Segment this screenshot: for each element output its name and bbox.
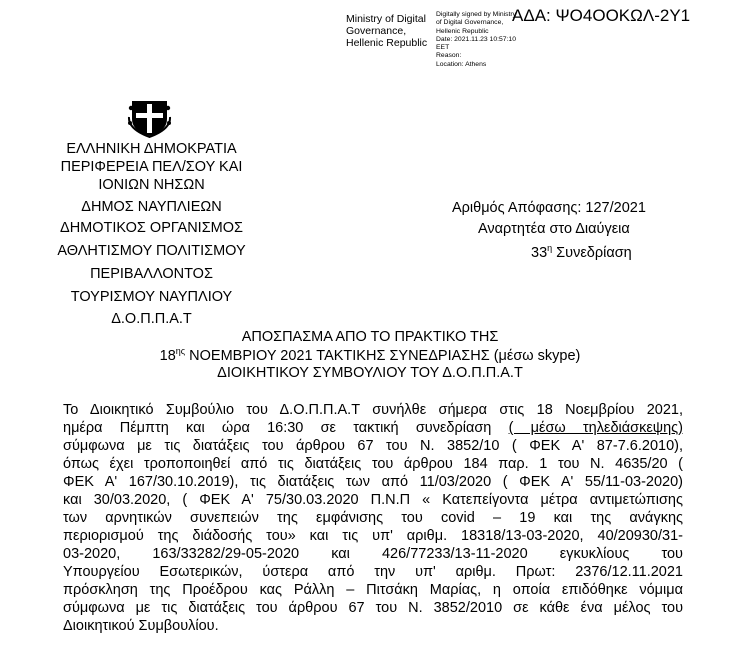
extract-title: ΑΠΟΣΠΑΣΜΑ ΑΠΟ ΤΟ ΠΡΑΚΤΙΚΟ ΤΗΣ bbox=[241, 329, 499, 345]
meeting-day: 18 bbox=[159, 347, 176, 364]
header-line: ΔΗΜΟΤΙΚΟΣ ΟΡΓΑΝΙΣΜΟΣ bbox=[60, 220, 243, 236]
signature-detail-line: Reason: bbox=[436, 52, 462, 60]
header-line: ΠΕΡΙΒΑΛΛΟΝΤΟΣ bbox=[90, 266, 213, 282]
body-line: των αρνητικών συνεπειών της εμφάνισης του covid – 19 και της ανάγκης bbox=[63, 510, 683, 526]
body-line: περιορισμού της διάδοσής του» και τις υπ' αριθμ. 18318/13-03-2020, 40/20930/31- bbox=[63, 528, 683, 544]
body-line: σύμφωνα με τις διατάξεις του άρθρου 67 του Ν. 3852/2010 σε κάθε ένα μέλος του bbox=[63, 600, 683, 616]
body-line: πρόσκληση της Προέδρου κας Ράλλη – Πιτσάκη Μαρίας, η οποία επιδόθηκε νόμιμα bbox=[63, 582, 683, 598]
signature-org bbox=[346, 13, 427, 49]
session-word: Συνεδρίαση bbox=[552, 244, 632, 261]
signature-detail-line: EET bbox=[436, 44, 450, 52]
signature-detail-line: Digitally signed by Ministry bbox=[436, 11, 517, 18]
session-number bbox=[531, 243, 632, 261]
greek-emblem-icon bbox=[127, 93, 172, 138]
header-line: ΑΘΛΗΤΙΣΜΟΥ ΠΟΛΙΤΙΣΜΟΥ bbox=[57, 243, 246, 259]
header-line: ΠΕΡΙΦΕΡΕΙΑ ΠΕΛ/ΣΟΥ ΚΑΙ bbox=[60, 159, 243, 175]
signature-org-line: Hellenic Republic bbox=[346, 37, 428, 49]
meeting-title bbox=[120, 346, 620, 364]
header-line: ΙΟΝΙΩΝ ΝΗΣΩΝ bbox=[98, 177, 205, 193]
body-line: και 30/03.2020, ( ΦΕΚ Α' 75/30.03.2020 Π.Ν.Π « Κατεπείγοντα μέτρα αντιμετώπισης bbox=[63, 492, 683, 508]
body-line bbox=[63, 420, 683, 436]
body-line: σύμφωνα με τις διατάξεις του άρθρου 67 του Ν. 3852/10 ( ΦΕΚ Α' 87-7.6.2010), bbox=[63, 438, 683, 454]
signature-detail-line: Hellenic Republic bbox=[436, 27, 489, 35]
body-line: 03-2020, 163/33282/29-05-2020 και 426/77233/13-11-2020 εγκυκλίους του bbox=[63, 546, 683, 562]
signature-detail-line: Location: Athens bbox=[436, 60, 487, 68]
header-line: ΕΛΛΗΝΙΚΗ ΔΗΜΟΚΡΑΤΙΑ bbox=[66, 141, 237, 157]
header-line: Δ.Ο.Π.Π.Α.Τ bbox=[111, 311, 192, 327]
ada-code: ΑΔΑ: ΨΟ4ΟΟΚΩΛ-2Υ1 bbox=[512, 6, 691, 25]
session-sup: η bbox=[547, 243, 553, 253]
meeting-day-sup: ης bbox=[175, 346, 186, 356]
decision-posted: Αναρτητέα στο Διαύγεια bbox=[478, 221, 630, 237]
decision-number: Αριθμός Απόφασης: 127/2021 bbox=[452, 200, 646, 216]
signature-details bbox=[436, 11, 516, 69]
header-line: ΤΟΥΡΙΣΜΟΥ ΝΑΥΠΛΙΟΥ bbox=[70, 289, 233, 305]
signature-detail-line: of Digital Governance, bbox=[436, 19, 504, 27]
signature-detail-line: Date: 2021.11.23 10:57:10 bbox=[436, 35, 516, 43]
session-num: 33 bbox=[531, 244, 548, 261]
signature-org-line: Ministry of Digital bbox=[346, 13, 426, 25]
body-line: Διοικητικού Συμβουλίου. bbox=[63, 618, 219, 634]
body-line: ΦΕΚ Α' 167/30.10.2019), τις διατάξεις των από 11/03/2020 ( ΦΕΚ Α' 55/11-03-2020) bbox=[63, 474, 683, 490]
body-line: Το Διοικητικό Συμβούλιο του Δ.Ο.Π.Π.Α.Τ συνήλθε σήμερα στις 18 Νοεμβρίου 2021, bbox=[63, 402, 683, 418]
header-line: ΔΗΜΟΣ ΝΑΥΠΛΙΕΩΝ bbox=[81, 199, 222, 215]
body-line-underlined: ( μέσω τηλεδιάσκεψης) bbox=[508, 420, 683, 436]
body-line: όπως έχει τροποποιηθεί από τις διατάξεις του άρθρου 184 παρ. 1 του Ν. 4635/20 ( bbox=[63, 456, 683, 472]
meeting-title-rest: ΝΟΕΜΒΡΙΟΥ 2021 ΤΑΚΤΙΚΗΣ ΣΥΝΕΔΡΙΑΣΗΣ (μέσω skype) bbox=[185, 347, 581, 364]
board-title: ΔΙΟΙΚΗΤΙΚΟΥ ΣΥΜΒΟΥΛΙΟΥ ΤΟΥ Δ.Ο.Π.Π.Α.Τ bbox=[217, 365, 523, 381]
body-line-text: ημέρα Πέμπτη και ώρα 16:30 σε τακτική συνεδρίαση bbox=[63, 420, 492, 436]
signature-org-line: Governance, bbox=[346, 25, 407, 37]
body-line: Υπουργείου Εσωτερικών, ύστερα από την υπ' αριθμ. Πρωτ: 2376/12.11.2021 bbox=[63, 564, 683, 580]
